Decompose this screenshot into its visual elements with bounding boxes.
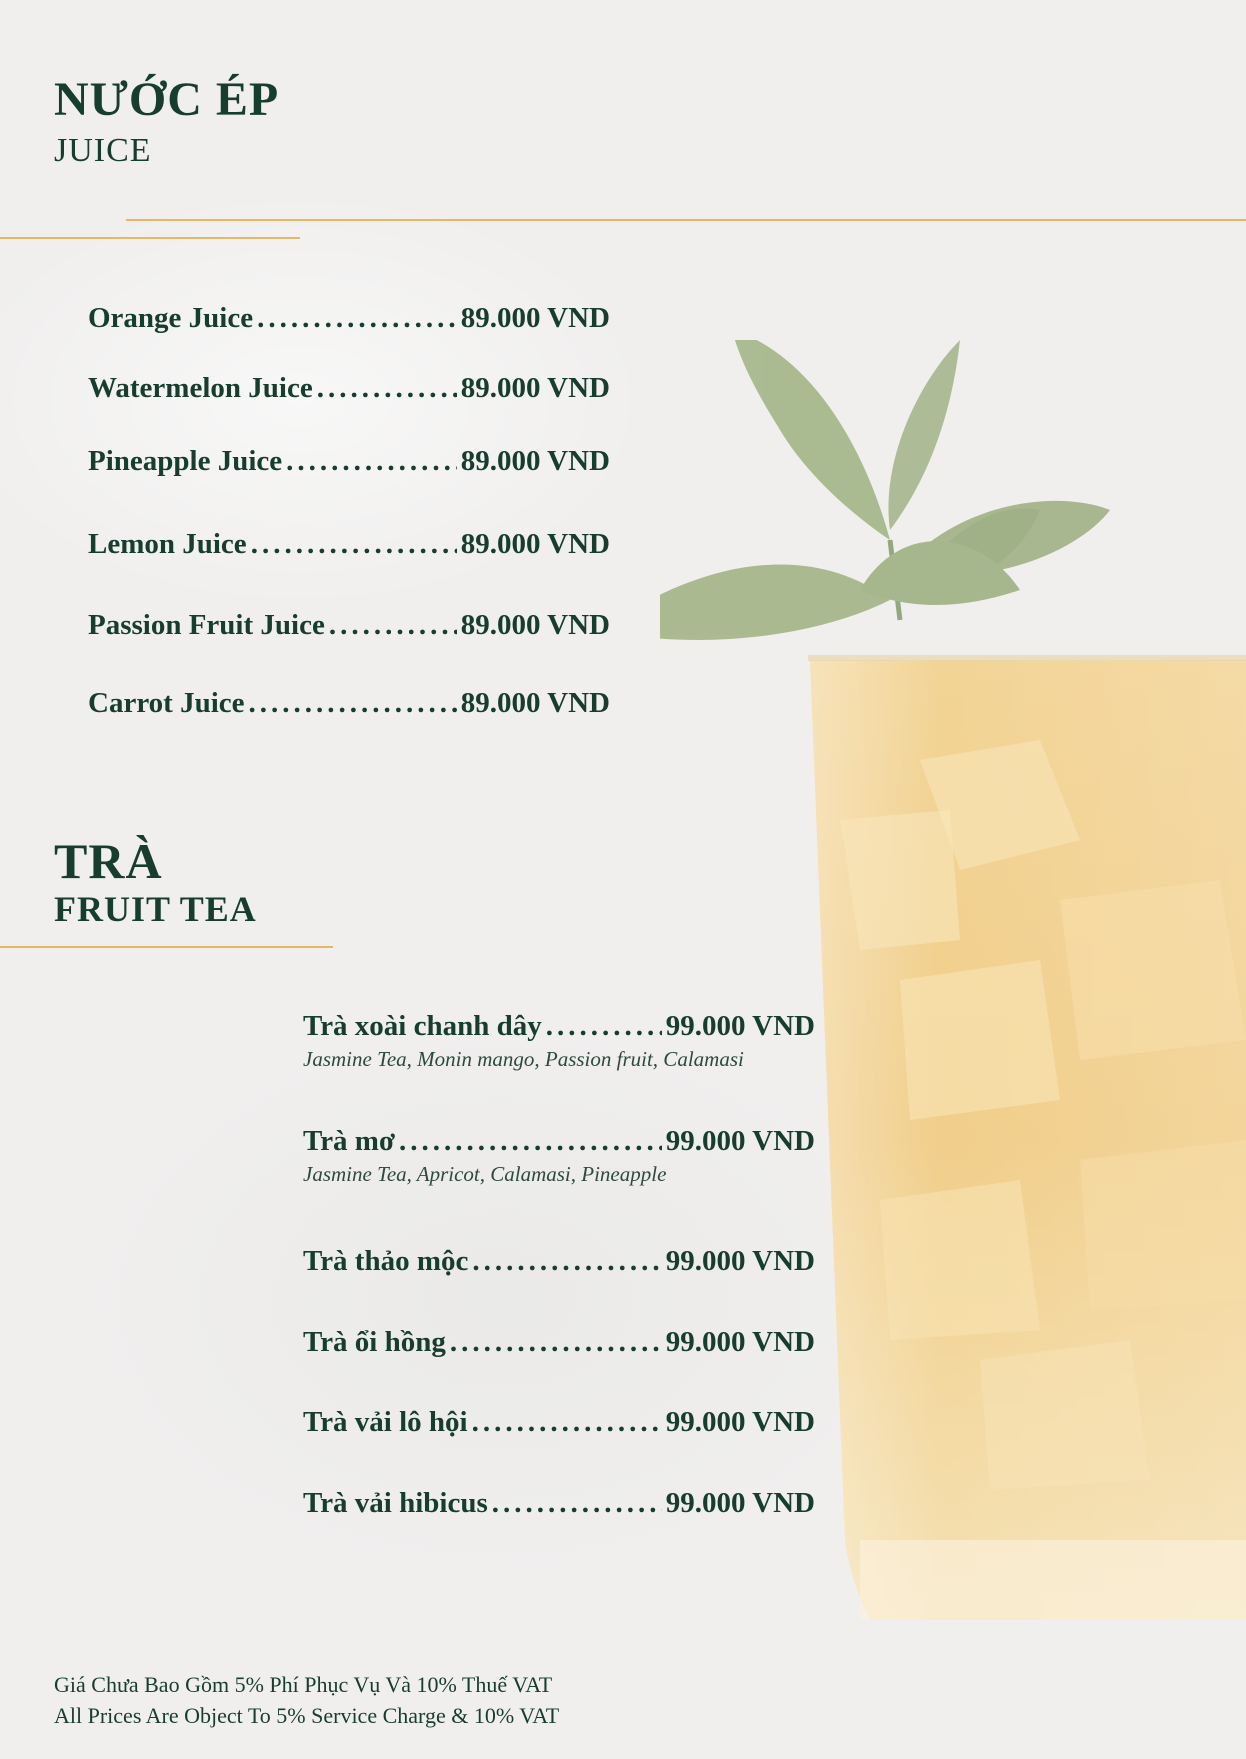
item-name: Carrot Juice	[88, 687, 245, 719]
item-price: 99.000 VND	[665, 1406, 815, 1438]
item-name: Trà vải lô hội	[303, 1406, 468, 1438]
menu-item	[88, 609, 610, 642]
item-name: Orange Juice	[88, 302, 254, 334]
leader-dots	[329, 609, 457, 642]
tea-title-vn: TRÀ	[54, 833, 163, 889]
menu-item	[303, 1125, 815, 1158]
item-price: 99.000 VND	[665, 1010, 815, 1042]
item-price: 89.000 VND	[460, 445, 610, 477]
item-price: 99.000 VND	[665, 1487, 815, 1519]
item-name: Lemon Juice	[88, 528, 247, 560]
menu-item	[303, 1487, 815, 1520]
leader-dots	[492, 1487, 662, 1520]
item-price: 89.000 VND	[460, 687, 610, 719]
menu-item	[88, 372, 610, 405]
item-name: Passion Fruit Juice	[88, 609, 325, 641]
item-description: Jasmine Tea, Monin mango, Passion fruit, Calamasi	[303, 1047, 744, 1071]
leader-dots	[257, 302, 457, 335]
item-price: 89.000 VND	[460, 302, 610, 334]
item-name: Trà mơ	[303, 1125, 396, 1157]
juice-title-vn: NƯỚC ÉP	[54, 73, 280, 126]
item-price: 99.000 VND	[665, 1245, 815, 1277]
leader-dots	[450, 1326, 662, 1359]
item-name: Watermelon Juice	[88, 372, 313, 404]
item-name: Trà thảo mộc	[303, 1245, 469, 1277]
item-price: 89.000 VND	[460, 372, 610, 404]
item-name: Trà xoài chanh dây	[303, 1010, 542, 1042]
juice-rule-long	[126, 219, 1246, 221]
menu-item	[88, 687, 610, 720]
menu-item	[88, 528, 610, 561]
item-name: Pineapple Juice	[88, 445, 283, 477]
leader-dots	[249, 687, 457, 720]
juice-rule-short	[0, 237, 300, 239]
leader-dots	[286, 445, 457, 478]
menu-item	[88, 302, 610, 335]
tea-rule	[0, 946, 333, 948]
leader-dots	[251, 528, 457, 561]
menu-item	[303, 1406, 815, 1439]
item-price: 89.000 VND	[460, 528, 610, 560]
item-price: 89.000 VND	[460, 609, 610, 641]
leader-dots	[317, 372, 457, 405]
leader-dots	[472, 1245, 661, 1278]
item-name: Trà ổi hồng	[303, 1326, 446, 1358]
menu-item	[303, 1245, 815, 1278]
item-name: Trà vải hibicus	[303, 1487, 488, 1519]
footer-note-en: All Prices Are Object To 5% Service Charge & 10% VAT	[54, 1703, 560, 1728]
mint-leaf-illustration	[660, 340, 1110, 640]
menu-item	[88, 445, 610, 478]
item-description: Jasmine Tea, Apricot, Calamasi, Pineapple	[303, 1162, 667, 1186]
menu-item	[303, 1326, 815, 1359]
item-price: 99.000 VND	[665, 1125, 815, 1157]
item-price: 99.000 VND	[665, 1326, 815, 1358]
leader-dots	[546, 1010, 662, 1043]
juice-title-en: JUICE	[54, 132, 152, 169]
leader-dots	[472, 1406, 662, 1439]
footer-note-vn: Giá Chưa Bao Gồm 5% Phí Phục Vụ Và 10% Thuế VAT	[54, 1672, 553, 1697]
leader-dots	[399, 1125, 662, 1158]
tea-title-en: FRUIT TEA	[54, 889, 257, 929]
menu-item	[303, 1010, 815, 1043]
